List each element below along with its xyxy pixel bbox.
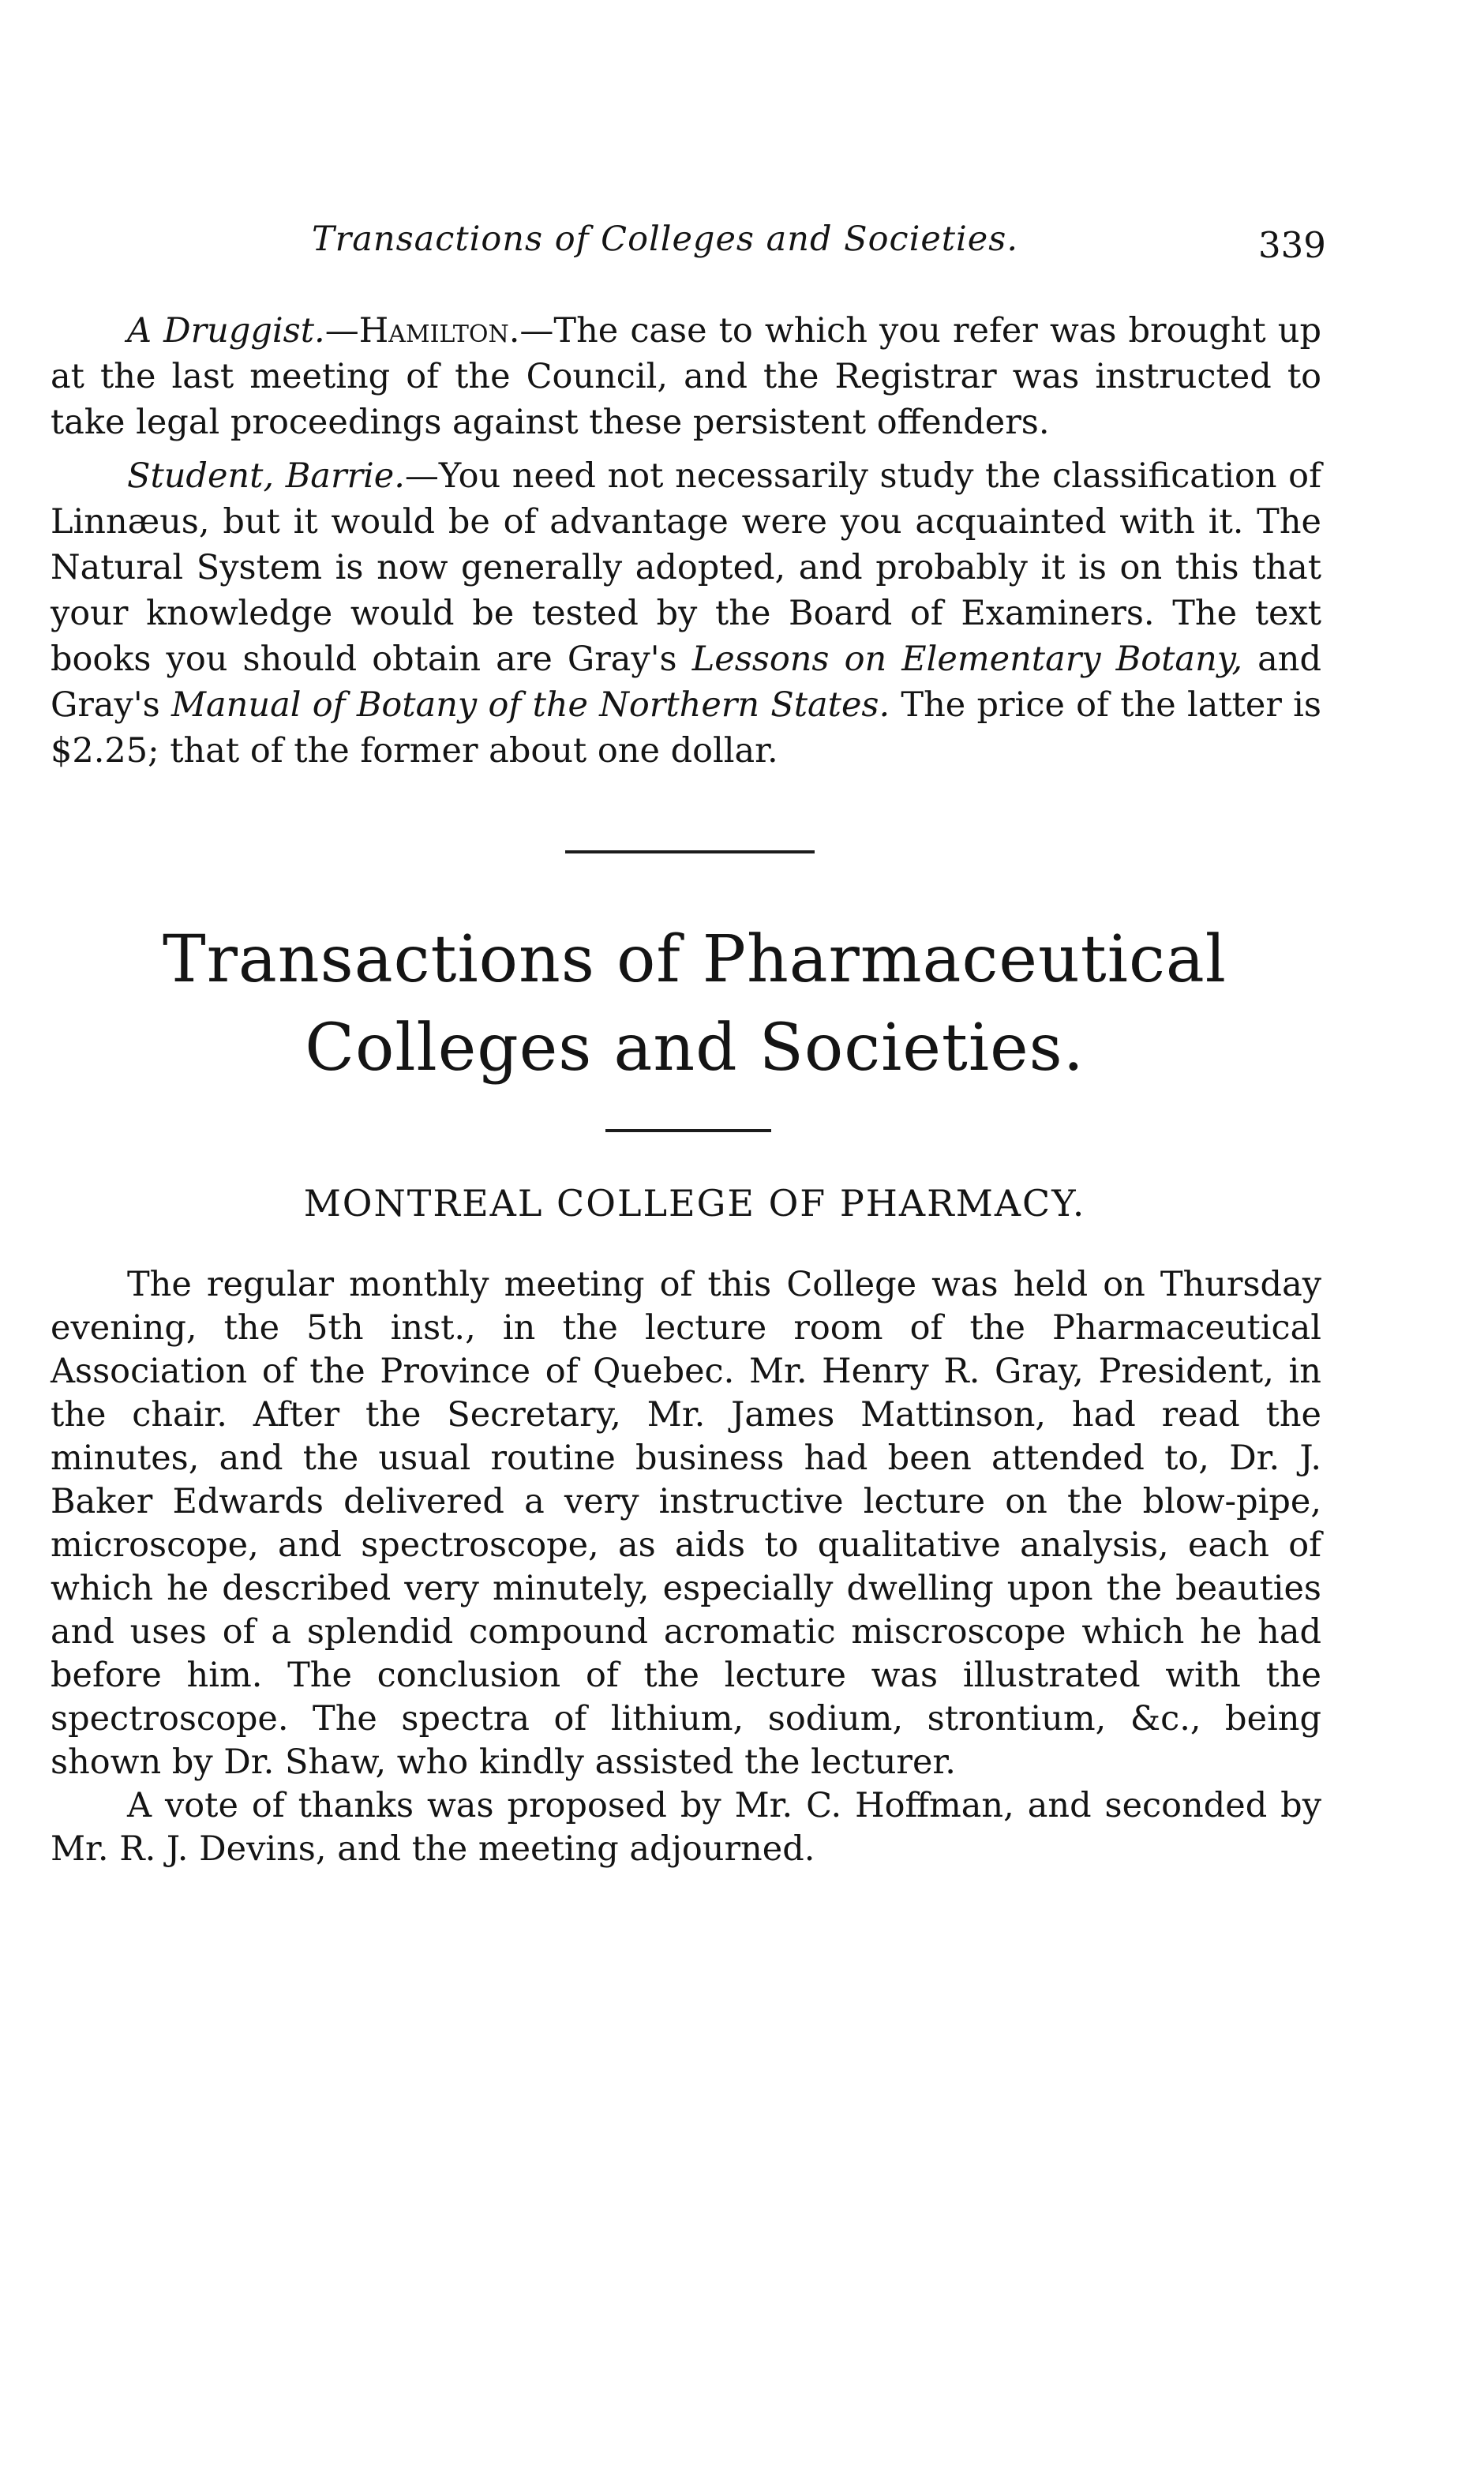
correspondent-name: Student, Barrie. (127, 456, 405, 496)
book-title: Manual of Botany of the Northern States. (171, 685, 890, 725)
page-number: 339 (1258, 224, 1326, 266)
meeting-report (51, 1263, 1321, 1871)
answer-text: —The case to which you refer was brought up at the last meeting of the Council, and the Registrar was instructed to take legal proceedings against these persistent offenders. (51, 311, 1321, 442)
correspondent-place: —Hamilton. (324, 311, 520, 351)
section-title (0, 916, 1389, 1093)
divider-rule (605, 1129, 771, 1132)
section-heading: MONTREAL COLLEGE OF PHARMACY. (303, 1182, 1086, 1225)
title-line: Transactions of Pharmaceutical (163, 922, 1227, 997)
report-paragraph (51, 1263, 1321, 1784)
answer-student-barrie (51, 453, 1321, 774)
paragraph-text: A vote of thanks was proposed by Mr. C. Hoffman, and seconded by Mr. R. J. Devins, and the meeting adjourned. (51, 1786, 1321, 1869)
answer-text: —You need not necessarily study the classification of Linnæus, but it would be of advantage were you acquainted with it. The Natural System is now generally adopted, and probably it is on this that your knowledge would be tested by the Board of Examiners. The text books you should obtain are Gray's (51, 456, 1321, 679)
title-line: Colleges and Societies. (305, 1011, 1085, 1086)
book-title: Lessons on Elementary Botany, (691, 640, 1243, 679)
report-paragraph (51, 1784, 1321, 1871)
divider-rule (565, 850, 815, 853)
answer-druggist-hamilton (51, 308, 1321, 445)
answer-text: The price of the latter is $2.25; that of the former about one dollar. (51, 685, 1322, 771)
answer-text: and Gray's (51, 640, 1321, 725)
correspondent-name: A Druggist. (127, 311, 325, 351)
correspondent-answers (51, 308, 1321, 774)
page-header (0, 219, 1484, 275)
running-title: Transactions of Colleges and Societies. (312, 219, 1018, 259)
paragraph-text: The regular monthly meeting of this College was held on Thursday evening, the 5th inst., in the lecture room of the Pharmaceutical Association of the Province of Quebec. Mr. Henry R. Gray, President, in the chair. After the Secretary, Mr. James Mattinson, had read the minutes, and the usual routine business had been attended to, Dr. J. Baker Edwards delivered a very instructive lecture on the blow-pipe, microscope, and spectroscope, as aids to qualitative analysis, each of which he described very minutely, especially dwelling upon the beauties and uses of a splendid compound acromatic miscroscope which he had before him. The conclusion of the lecture was illustrated with the spectroscope. The spectra of lithium, sodium, strontium, &c., being shown by Dr. Shaw, who kindly assisted the lecturer. (51, 1265, 1321, 1782)
